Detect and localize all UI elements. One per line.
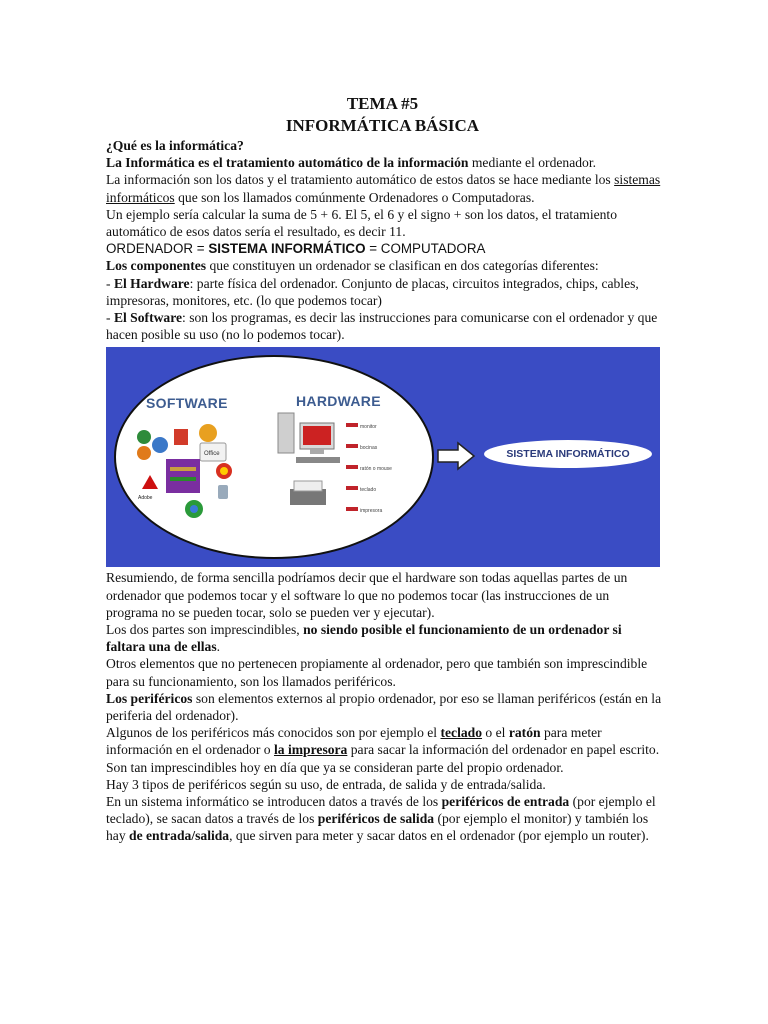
essential-paragraph: Son tan imprescindibles hoy en día que ya se consideran parte del propio ordenador.	[106, 759, 564, 775]
question-heading: ¿Qué es la informática?	[106, 138, 244, 153]
impresora-link[interactable]: la impresora	[273, 742, 348, 758]
hw-item: impresora	[346, 503, 392, 517]
components-paragraph: Los componentes que constituyen un ordenador se clasifican en dos categorías diferentes:	[106, 258, 599, 274]
hw-item: teclado	[346, 482, 392, 496]
io-paragraph: En un sistema informático se introducen datos a través de los periféricos de entrada (por ejemplo el teclado), se sacan datos a través de los periféricos de salida (por ejemplo el monitor) y también los hay de entrada/salida, que sirven para meter y sacar datos en el ordenador (por ejemplo un router).	[106, 794, 656, 844]
hardware-software-figure	[106, 347, 660, 567]
hw-item: ratón o mouse	[346, 461, 392, 475]
document-content	[106, 93, 662, 845]
sistema-informatico-label: SISTEMA INFORMÁTICO	[484, 440, 652, 468]
hardware-items	[346, 419, 392, 524]
office-icon-label: Office	[204, 451, 220, 458]
examples-paragraph: Algunos de los periféricos más conocidos son por ejemplo el teclado o el ratón para meter información en el ordenador o la impresora para sacar la información del ordenador en papel escrito.	[106, 725, 660, 758]
software-label: SOFTWARE	[146, 395, 228, 412]
hardware-label: HARDWARE	[296, 393, 381, 410]
both-paragraph: Los dos partes son imprescindibles, no siendo posible el funcionamiento de un ordenador si faltara una de ellas.	[106, 622, 622, 655]
types-paragraph: Hay 3 tipos de periféricos según su uso, de entrada, de salida y de entrada/salida.	[106, 776, 546, 792]
subject-heading: INFORMÁTICA BÁSICA	[285, 116, 480, 135]
summary-paragraph: Resumiendo, de forma sencilla podríamos decir que el hardware son todas aquellas partes de un ordenador que podemos tocar y el software lo que no podemos tocar (las instrucciones de un programa no se pueden tocar, solo se pueden ver y ejecutar).	[106, 570, 628, 620]
teclado-link[interactable]: teclado	[440, 725, 483, 741]
hw-item: bocinas	[346, 440, 392, 454]
arrow-right-icon	[436, 441, 476, 471]
tema-heading: TEMA #5	[346, 94, 419, 113]
adobe-icon-label: Adobe	[138, 495, 153, 502]
info-paragraph: La información son los datos y el tratamiento automático de estos datos se hace mediante los sistemas informáticos que son los llamados comúnmente Ordenadores o Computadoras.	[106, 172, 661, 205]
software-paragraph: - El Software: son los programas, es decir las instrucciones para comunicarse con el ordenador y que hacen posible su uso (no lo podemos tocar).	[106, 310, 658, 343]
software-icons	[132, 423, 262, 523]
equation-line: ORDENADOR = SISTEMA INFORMÁTICO = COMPUTADORA	[106, 241, 486, 257]
hardware-paragraph: - El Hardware: parte física del ordenador. Conjunto de placas, circuitos integrados, chips, cables, impresoras, monitores, etc. (lo que podemos tocar)	[106, 275, 639, 308]
hw-item: monitor	[346, 419, 392, 433]
example-paragraph: Un ejemplo sería calcular la suma de 5 + 6. El 5, el 6 y el signo + son los datos, el tratamiento automático de esos datos sería el resultado, es decir 11.	[106, 206, 618, 240]
perifericos-paragraph: Los periféricos son elementos externos al propio ordenador, por eso se llaman periféricos (están en la periferia del ordenador).	[106, 690, 662, 724]
other-paragraph: Otros elementos que no pertenecen propiamente al ordenador, pero que también son imprescindible para su funcionamiento, son los llamados periféricos.	[106, 656, 648, 689]
computer-icon	[276, 411, 346, 521]
sistemas-informaticos-link[interactable]: sistemas informáticos	[106, 172, 661, 205]
definition-paragraph: La Informática es el tratamiento automático de la información mediante el ordenador.	[106, 155, 597, 171]
